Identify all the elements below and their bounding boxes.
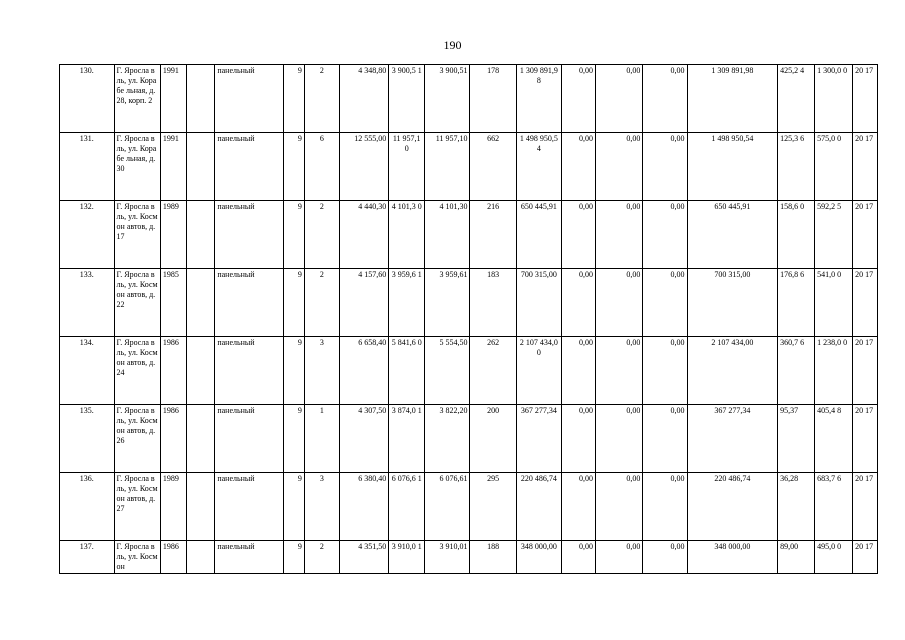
total-area-cell: 4 351,50 bbox=[339, 541, 388, 574]
total-area-cell: 4 307,50 bbox=[339, 405, 388, 473]
floors-cell: 9 bbox=[284, 133, 305, 201]
cost-total-cell: 700 315,00 bbox=[516, 269, 561, 337]
area-a-cell: 3 900,5 1 bbox=[389, 65, 425, 133]
cost-owners-cell: 650 445,91 bbox=[687, 201, 778, 269]
entrances-cell: 3 bbox=[304, 337, 339, 405]
cost-owners-cell: 1 309 891,98 bbox=[687, 65, 778, 133]
zero-2-cell: 0,00 bbox=[595, 201, 642, 269]
build-year-cell: 1985 bbox=[160, 269, 186, 337]
table-row bbox=[60, 473, 878, 541]
unit-cost-a-cell: 125,3 6 bbox=[778, 133, 815, 201]
unit-cost-b-cell: 541,0 0 bbox=[815, 269, 853, 337]
floors-cell: 9 bbox=[284, 541, 305, 574]
zero-1-cell: 0,00 bbox=[562, 65, 596, 133]
cost-total-cell: 650 445,91 bbox=[516, 201, 561, 269]
wall-material-cell: панельный bbox=[215, 337, 284, 405]
residents-cell: 216 bbox=[470, 201, 516, 269]
table-row bbox=[60, 405, 878, 473]
unit-cost-b-cell: 405,4 8 bbox=[815, 405, 853, 473]
cost-owners-cell: 367 277,34 bbox=[687, 405, 778, 473]
entrances-cell: 2 bbox=[304, 201, 339, 269]
entrances-cell: 3 bbox=[304, 473, 339, 541]
completion-year-cell: 20 17 bbox=[853, 337, 878, 405]
floors-cell: 9 bbox=[284, 473, 305, 541]
wall-material-cell: панельный bbox=[215, 541, 284, 574]
zero-3-cell: 0,00 bbox=[643, 269, 687, 337]
row-number: 135. bbox=[60, 405, 115, 473]
zero-1-cell: 0,00 bbox=[562, 473, 596, 541]
cost-owners-cell: 220 486,74 bbox=[687, 473, 778, 541]
wall-material-cell: панельный bbox=[215, 405, 284, 473]
cost-owners-cell: 2 107 434,00 bbox=[687, 337, 778, 405]
zero-3-cell: 0,00 bbox=[643, 405, 687, 473]
cost-total-cell: 367 277,34 bbox=[516, 405, 561, 473]
completion-year-cell: 20 17 bbox=[853, 133, 878, 201]
zero-3-cell: 0,00 bbox=[643, 201, 687, 269]
zero-1-cell: 0,00 bbox=[562, 201, 596, 269]
zero-2-cell: 0,00 bbox=[595, 65, 642, 133]
zero-2-cell: 0,00 bbox=[595, 337, 642, 405]
total-area-cell: 4 157,60 bbox=[339, 269, 388, 337]
row-number: 134. bbox=[60, 337, 115, 405]
address-cell: Г. Яросла вль, ул. Корабе льная, д. 28, корп. 2 bbox=[114, 65, 160, 133]
wall-material-cell: панельный bbox=[215, 473, 284, 541]
area-a-cell: 3 959,6 1 bbox=[389, 269, 425, 337]
address-cell: Г. Яросла вль, ул. Космон bbox=[114, 541, 160, 574]
row-number: 132. bbox=[60, 201, 115, 269]
cost-total-cell: 220 486,74 bbox=[516, 473, 561, 541]
unit-cost-a-cell: 360,7 6 bbox=[778, 337, 815, 405]
address-cell: Г. Яросла вль, ул. Космон автов, д. 27 bbox=[114, 473, 160, 541]
build-year-cell: 1986 bbox=[160, 405, 186, 473]
residents-cell: 188 bbox=[470, 541, 516, 574]
completion-year-cell: 20 17 bbox=[853, 541, 878, 574]
table-row bbox=[60, 133, 878, 201]
area-b-cell: 6 076,61 bbox=[425, 473, 470, 541]
address-cell: Г. Яросла вль, ул. Корабе льная, д. 30 bbox=[114, 133, 160, 201]
total-area-cell: 12 555,00 bbox=[339, 133, 388, 201]
unit-cost-b-cell: 575,0 0 bbox=[815, 133, 853, 201]
area-a-cell: 3 910,0 1 bbox=[389, 541, 425, 574]
wall-material-cell: панельный bbox=[215, 65, 284, 133]
floors-cell: 9 bbox=[284, 269, 305, 337]
build-year-cell: 1986 bbox=[160, 541, 186, 574]
zero-3-cell: 0,00 bbox=[643, 473, 687, 541]
unit-cost-a-cell: 425,2 4 bbox=[778, 65, 815, 133]
floors-cell: 9 bbox=[284, 337, 305, 405]
build-year-cell: 1991 bbox=[160, 65, 186, 133]
cost-owners-cell: 700 315,00 bbox=[687, 269, 778, 337]
floors-cell: 9 bbox=[284, 65, 305, 133]
unit-cost-b-cell: 495,0 0 bbox=[815, 541, 853, 574]
residents-cell: 295 bbox=[470, 473, 516, 541]
empty-cell bbox=[186, 201, 215, 269]
table-row bbox=[60, 269, 878, 337]
table-row bbox=[60, 65, 878, 133]
floors-cell: 9 bbox=[284, 405, 305, 473]
entrances-cell: 2 bbox=[304, 269, 339, 337]
residents-cell: 183 bbox=[470, 269, 516, 337]
area-a-cell: 5 841,6 0 bbox=[389, 337, 425, 405]
address-cell: Г. Яросла вль, ул. Космон автов, д. 22 bbox=[114, 269, 160, 337]
unit-cost-b-cell: 592,2 5 bbox=[815, 201, 853, 269]
cost-total-cell: 1 309 891,98 bbox=[516, 65, 561, 133]
entrances-cell: 2 bbox=[304, 65, 339, 133]
build-year-cell: 1991 bbox=[160, 133, 186, 201]
total-area-cell: 6 658,40 bbox=[339, 337, 388, 405]
unit-cost-b-cell: 1 300,0 0 bbox=[815, 65, 853, 133]
empty-cell bbox=[186, 541, 215, 574]
unit-cost-a-cell: 176,8 6 bbox=[778, 269, 815, 337]
empty-cell bbox=[186, 65, 215, 133]
total-area-cell: 6 380,40 bbox=[339, 473, 388, 541]
empty-cell bbox=[186, 133, 215, 201]
cost-owners-cell: 1 498 950,54 bbox=[687, 133, 778, 201]
unit-cost-a-cell: 36,28 bbox=[778, 473, 815, 541]
floors-cell: 9 bbox=[284, 201, 305, 269]
entrances-cell: 2 bbox=[304, 541, 339, 574]
page-number: 190 bbox=[443, 38, 462, 52]
area-b-cell: 5 554,50 bbox=[425, 337, 470, 405]
area-a-cell: 3 874,0 1 bbox=[389, 405, 425, 473]
area-b-cell: 3 959,61 bbox=[425, 269, 470, 337]
address-cell: Г. Яросла вль, ул. Космон автов, д. 24 bbox=[114, 337, 160, 405]
unit-cost-b-cell: 1 238,0 0 bbox=[815, 337, 853, 405]
cost-owners-cell: 348 000,00 bbox=[687, 541, 778, 574]
row-number: 137. bbox=[60, 541, 115, 574]
area-b-cell: 11 957,10 bbox=[425, 133, 470, 201]
unit-cost-b-cell: 683,7 6 bbox=[815, 473, 853, 541]
empty-cell bbox=[186, 337, 215, 405]
row-number: 136. bbox=[60, 473, 115, 541]
table-row bbox=[60, 337, 878, 405]
completion-year-cell: 20 17 bbox=[853, 473, 878, 541]
entrances-cell: 6 bbox=[304, 133, 339, 201]
empty-cell bbox=[186, 473, 215, 541]
unit-cost-a-cell: 89,00 bbox=[778, 541, 815, 574]
cost-total-cell: 2 107 434,00 bbox=[516, 337, 561, 405]
zero-2-cell: 0,00 bbox=[595, 405, 642, 473]
build-year-cell: 1989 bbox=[160, 473, 186, 541]
table-row bbox=[60, 541, 878, 574]
completion-year-cell: 20 17 bbox=[853, 269, 878, 337]
total-area-cell: 4 348,80 bbox=[339, 65, 388, 133]
zero-3-cell: 0,00 bbox=[643, 541, 687, 574]
zero-3-cell: 0,00 bbox=[643, 65, 687, 133]
row-number: 131. bbox=[60, 133, 115, 201]
address-cell: Г. Яросла вль, ул. Космон автов, д. 17 bbox=[114, 201, 160, 269]
residents-cell: 262 bbox=[470, 337, 516, 405]
completion-year-cell: 20 17 bbox=[853, 405, 878, 473]
completion-year-cell: 20 17 bbox=[853, 65, 878, 133]
total-area-cell: 4 440,30 bbox=[339, 201, 388, 269]
zero-1-cell: 0,00 bbox=[562, 133, 596, 201]
zero-1-cell: 0,00 bbox=[562, 405, 596, 473]
row-number: 130. bbox=[60, 65, 115, 133]
empty-cell bbox=[186, 269, 215, 337]
residents-cell: 178 bbox=[470, 65, 516, 133]
row-number: 133. bbox=[60, 269, 115, 337]
cost-total-cell: 348 000,00 bbox=[516, 541, 561, 574]
area-b-cell: 4 101,30 bbox=[425, 201, 470, 269]
build-year-cell: 1986 bbox=[160, 337, 186, 405]
zero-3-cell: 0,00 bbox=[643, 133, 687, 201]
unit-cost-a-cell: 158,6 0 bbox=[778, 201, 815, 269]
unit-cost-a-cell: 95,37 bbox=[778, 405, 815, 473]
zero-3-cell: 0,00 bbox=[643, 337, 687, 405]
residents-cell: 200 bbox=[470, 405, 516, 473]
zero-1-cell: 0,00 bbox=[562, 269, 596, 337]
table-row bbox=[60, 201, 878, 269]
empty-cell bbox=[186, 405, 215, 473]
area-b-cell: 3 822,20 bbox=[425, 405, 470, 473]
housing-table bbox=[59, 64, 878, 574]
zero-2-cell: 0,00 bbox=[595, 473, 642, 541]
area-b-cell: 3 900,51 bbox=[425, 65, 470, 133]
area-b-cell: 3 910,01 bbox=[425, 541, 470, 574]
wall-material-cell: панельный bbox=[215, 133, 284, 201]
zero-2-cell: 0,00 bbox=[595, 541, 642, 574]
entrances-cell: 1 bbox=[304, 405, 339, 473]
wall-material-cell: панельный bbox=[215, 201, 284, 269]
area-a-cell: 11 957,1 0 bbox=[389, 133, 425, 201]
zero-2-cell: 0,00 bbox=[595, 269, 642, 337]
build-year-cell: 1989 bbox=[160, 201, 186, 269]
zero-1-cell: 0,00 bbox=[562, 541, 596, 574]
residents-cell: 662 bbox=[470, 133, 516, 201]
zero-1-cell: 0,00 bbox=[562, 337, 596, 405]
zero-2-cell: 0,00 bbox=[595, 133, 642, 201]
area-a-cell: 4 101,3 0 bbox=[389, 201, 425, 269]
area-a-cell: 6 076,6 1 bbox=[389, 473, 425, 541]
wall-material-cell: панельный bbox=[215, 269, 284, 337]
completion-year-cell: 20 17 bbox=[853, 201, 878, 269]
address-cell: Г. Яросла вль, ул. Космон автов, д. 26 bbox=[114, 405, 160, 473]
cost-total-cell: 1 498 950,54 bbox=[516, 133, 561, 201]
